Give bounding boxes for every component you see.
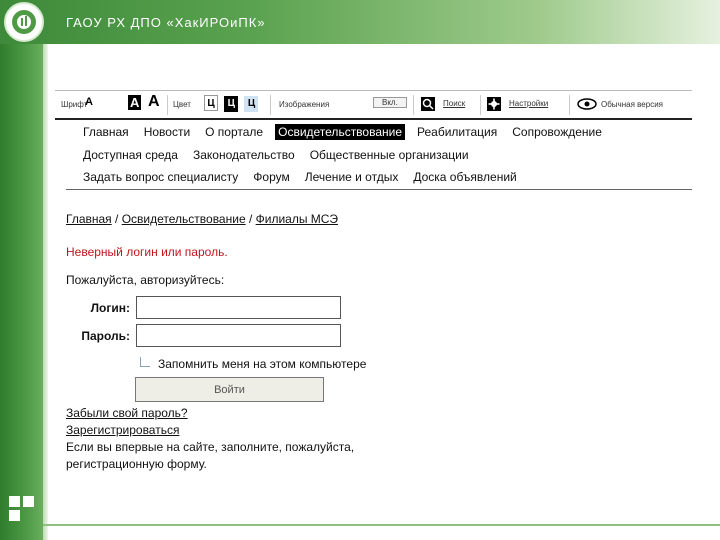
register-info-line-2: регистрационную форму. [66,457,207,471]
nav-item-public-organizations[interactable]: Общественные организации [309,148,469,162]
search-icon[interactable] [421,97,435,111]
font-size-label: Шрифт [61,100,88,109]
breadcrumb-separator: / [111,212,122,226]
toolbar-divider [270,95,271,115]
search-link[interactable]: Поиск [443,99,466,108]
slide-left-bar [0,44,43,540]
remember-me-checkbox[interactable] [140,357,150,367]
nav-item-examination[interactable]: Освидетельствование [275,124,405,140]
eye-icon[interactable] [577,97,597,111]
decorative-squares [9,496,39,526]
nav-item-treatment-rest[interactable]: Лечение и отдых [304,170,399,184]
slide-footer-line [43,524,720,526]
nav-item-home[interactable]: Главная [83,125,129,139]
breadcrumb-current-link[interactable]: Филиалы МСЭ [255,212,338,226]
login-label: Логин: [90,301,130,315]
nav-row-1 [80,124,614,140]
login-button[interactable]: Войти [135,377,324,402]
logo-emblem-icon [10,8,38,36]
error-message: Неверный логин или пароль. [66,245,228,259]
slide-left-bar-edge [43,44,48,540]
nav-item-support[interactable]: Сопровождение [512,125,602,139]
header-title: ГАОУ РХ ДПО «ХакИРОиПК» [66,15,266,30]
color-scheme-label: Цвет [173,100,191,109]
toolbar-divider [167,95,168,115]
logo [4,2,44,42]
nav-item-ask-specialist[interactable]: Задать вопрос специалисту [83,170,239,184]
toolbar-divider [569,95,570,115]
password-label: Пароль: [81,329,130,343]
images-toggle[interactable]: Вкл. [373,97,407,108]
remember-me-label: Запомнить меня на этом компьютере [158,357,367,371]
nav-item-about[interactable]: О портале [205,125,264,139]
images-label: Изображения [279,100,330,109]
login-prompt: Пожалуйста, авторизуйтесь: [66,273,225,287]
gear-icon[interactable] [487,97,501,111]
password-input[interactable] [136,324,341,347]
color-scheme-white-button[interactable]: Ц [204,95,218,111]
color-scheme-black-button[interactable]: Ц [224,96,238,112]
toolbar-divider [413,95,414,115]
settings-link[interactable]: Настройки [509,99,549,108]
register-link[interactable]: Зарегистрироваться [66,423,180,437]
nav-row-2 [80,147,481,163]
forgot-password-link[interactable]: Забыли свой пароль? [66,406,188,420]
login-input[interactable] [136,296,341,319]
font-size-large-button[interactable]: А [148,93,160,110]
breadcrumb-home-link[interactable]: Главная [66,212,112,226]
register-info-line-1: Если вы впервые на сайте, заполните, пожалуйста, [66,440,355,454]
breadcrumb-section-link[interactable]: Освидетельствование [121,212,246,226]
color-scheme-blue-button[interactable]: Ц [244,96,258,112]
nav-item-news[interactable]: Новости [143,125,191,139]
breadcrumb-separator: / [245,212,256,226]
nav-divider [66,189,692,190]
nav-item-bulletin-board[interactable]: Доска объявлений [413,170,517,184]
nav-item-rehabilitation[interactable]: Реабилитация [417,125,498,139]
toolbar-divider [480,95,481,115]
nav-row-3 [80,169,529,185]
font-size-medium-button[interactable]: А [130,95,140,110]
breadcrumb [66,212,338,226]
font-size-small-button[interactable]: А [85,96,93,108]
accessibility-toolbar [55,90,692,120]
normal-version-link[interactable]: Обычная версия [601,100,664,109]
nav-item-forum[interactable]: Форум [253,170,290,184]
nav-item-accessible-environment[interactable]: Доступная среда [83,148,178,162]
nav-item-legislation[interactable]: Законодательство [192,148,295,162]
